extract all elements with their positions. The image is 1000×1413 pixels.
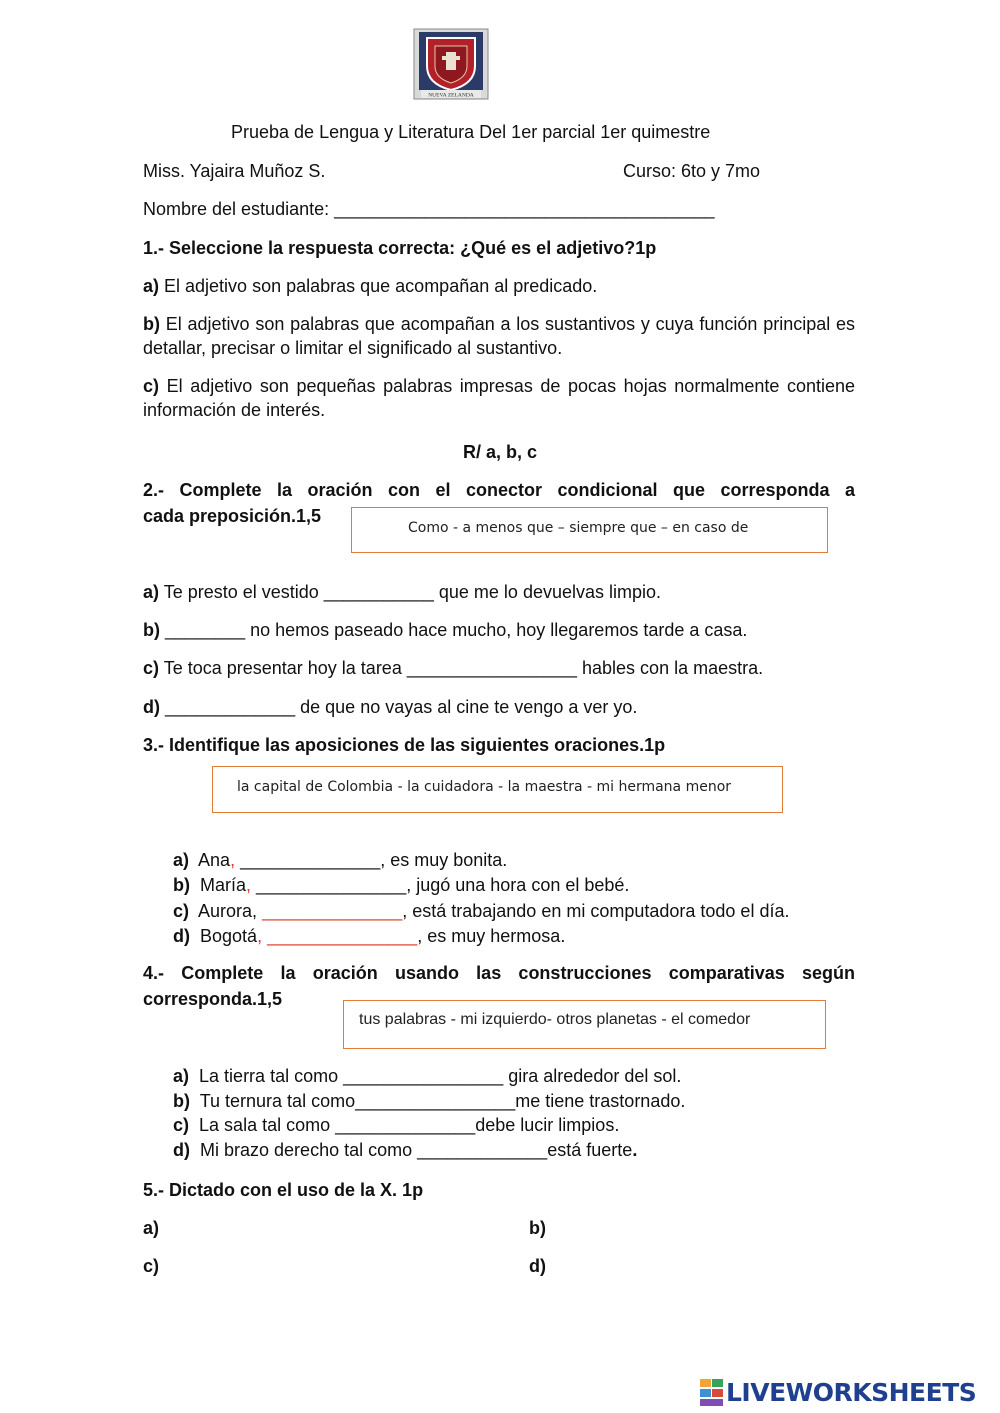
q1-answer: R/ a, b, c	[462, 442, 538, 462]
question-2-title-line1: 2.- Complete la oración con el conector condicional que corresponda a	[143, 480, 855, 500]
q2-word-bank-text: Como - a menos que – siempre que – en caso de	[408, 520, 749, 536]
q1-option-a-letter: a)	[143, 276, 160, 296]
q2-item-a-text: Te presto el vestido ___________ que me lo devuelvas limpio.	[159, 582, 662, 602]
student-name-line: ______________________________________	[334, 199, 715, 219]
q3-item-c-rest: , está trabajando en mi computadora todo el día.	[402, 901, 790, 921]
q3-item-a-comma: ,	[230, 850, 236, 870]
course-label: Curso: 6to y 7mo	[623, 161, 761, 181]
q1-option-c[interactable]	[143, 374, 855, 422]
q2-item-b-text: ________ no hemos paseado hace mucho, hoy llegaremos tarde a casa.	[160, 620, 748, 640]
q3-item-c-blank: ______________	[257, 901, 403, 921]
q4-item-b-letter: b)	[173, 1091, 190, 1111]
q4-item-d-letter: d)	[173, 1140, 190, 1160]
q3-item-d-rest: , es muy hermosa.	[417, 926, 566, 946]
q3-item-a-blank: ______________	[235, 850, 381, 870]
q4-item-d-text: Mi brazo derecho tal como _____________está fuerte	[200, 1140, 633, 1160]
student-name-label: Nombre del estudiante:	[143, 199, 330, 219]
q4-item-b[interactable]	[173, 1090, 685, 1112]
q4-word-bank	[343, 1000, 826, 1049]
svg-text:NUEVA ZELANDA: NUEVA ZELANDA	[428, 92, 474, 99]
q3-item-a-letter: a)	[173, 850, 190, 870]
q3-item-c-letter: c)	[173, 901, 190, 921]
q1-option-b-text: El adjetivo son palabras que acompañan a los sustantivos y cuya función principal es detallar, precisar o limitar el significado al sustantivo.	[143, 314, 855, 358]
q3-item-b-rest: , jugó una hora con el bebé.	[406, 875, 630, 895]
q4-item-d-period: .	[632, 1140, 638, 1160]
question-4-title-line2: corresponda.1,5	[143, 989, 283, 1009]
q3-item-c[interactable]	[173, 900, 789, 922]
q3-item-a[interactable]	[173, 849, 507, 871]
question-3-title: 3.- Identifique las aposiciones de las siguientes oraciones.1p	[143, 735, 666, 755]
question-5-title: 5.- Dictado con el uso de la X. 1p	[143, 1180, 424, 1200]
q3-item-a-name: Ana	[198, 850, 231, 870]
question-4-title-line1: 4.- Complete la oración usando las construcciones comparativas según	[143, 963, 855, 983]
liveworksheets-mark-icon	[700, 1379, 724, 1407]
q1-option-a-text: El adjetivo son palabras que acompañan al predicado.	[159, 276, 598, 296]
q2-item-a-letter: a)	[143, 582, 160, 602]
q3-item-b-letter: b)	[173, 875, 190, 895]
q4-item-a[interactable]	[173, 1065, 681, 1087]
q4-item-c[interactable]	[173, 1114, 619, 1136]
q4-item-a-letter: a)	[173, 1066, 190, 1086]
q3-item-b-name: María	[200, 875, 247, 895]
q4-item-a-text: La tierra tal como ________________ gira alrededor del sol.	[199, 1066, 682, 1086]
q3-item-c-name: Aurora,	[198, 901, 258, 921]
q1-option-b[interactable]	[143, 312, 855, 360]
q2-word-bank	[351, 507, 828, 553]
question-2-title-line2: cada preposición.1,5	[143, 506, 322, 526]
question-1-title: 1.- Seleccione la respuesta correcta: ¿Qué es el adjetivo?1p	[143, 238, 657, 258]
q4-item-c-letter: c)	[173, 1115, 190, 1135]
q2-item-d[interactable]	[143, 696, 637, 718]
q5-answer-d[interactable]: d)	[529, 1256, 546, 1276]
q3-item-d-blank: _______________	[262, 926, 418, 946]
q2-item-c-letter: c)	[143, 658, 160, 678]
q2-item-a[interactable]	[143, 581, 661, 603]
q1-option-b-letter: b)	[143, 314, 160, 334]
q4-item-b-text: Tu ternura tal como________________me tiene trastornado.	[199, 1091, 686, 1111]
teacher-name: Miss. Yajaira Muñoz S.	[143, 161, 326, 181]
q3-item-d[interactable]	[173, 925, 565, 947]
liveworksheets-brand-text: LIVEWORKSHEETS	[726, 1378, 977, 1407]
q2-item-c[interactable]	[143, 657, 763, 679]
q1-option-a[interactable]	[143, 275, 597, 297]
q3-item-b-comma: ,	[246, 875, 252, 895]
q3-item-b-blank: _______________	[251, 875, 407, 895]
exam-title: Prueba de Lengua y Literatura Del 1er parcial 1er quimestre	[231, 122, 711, 142]
q3-word-bank-text: la capital de Colombia - la cuidadora - la maestra - mi hermana menor	[237, 779, 732, 795]
q3-item-d-comma: ,	[257, 926, 263, 946]
q2-item-b[interactable]	[143, 619, 747, 641]
q4-word-bank-text: tus palabras - mi izquierdo- otros planetas - el comedor	[359, 1011, 751, 1028]
q1-option-c-letter: c)	[143, 376, 160, 396]
q3-word-bank	[212, 766, 783, 813]
q4-item-c-text: La sala tal como ______________debe lucir limpios.	[199, 1115, 620, 1135]
q4-item-d[interactable]	[173, 1139, 637, 1161]
q5-answer-a[interactable]: a)	[143, 1218, 160, 1238]
q3-item-d-name: Bogotá	[200, 926, 258, 946]
q1-option-c-text: El adjetivo son pequeñas palabras impresas de pocas hojas normalmente contiene información de interés.	[143, 376, 855, 420]
q2-item-d-text: _____________ de que no vayas al cine te vengo a ver yo.	[160, 697, 638, 717]
q3-item-b[interactable]	[173, 874, 629, 896]
q3-item-a-rest: , es muy bonita.	[380, 850, 508, 870]
school-crest-logo	[413, 28, 489, 100]
q2-item-b-letter: b)	[143, 620, 160, 640]
q5-answer-c[interactable]: c)	[143, 1256, 160, 1276]
q3-item-d-letter: d)	[173, 926, 190, 946]
q2-item-c-text: Te toca presentar hoy la tarea _________________ hables con la maestra.	[159, 658, 764, 678]
student-name-field[interactable]	[143, 198, 715, 220]
q2-item-d-letter: d)	[143, 697, 160, 717]
q5-answer-b[interactable]: b)	[529, 1218, 546, 1238]
